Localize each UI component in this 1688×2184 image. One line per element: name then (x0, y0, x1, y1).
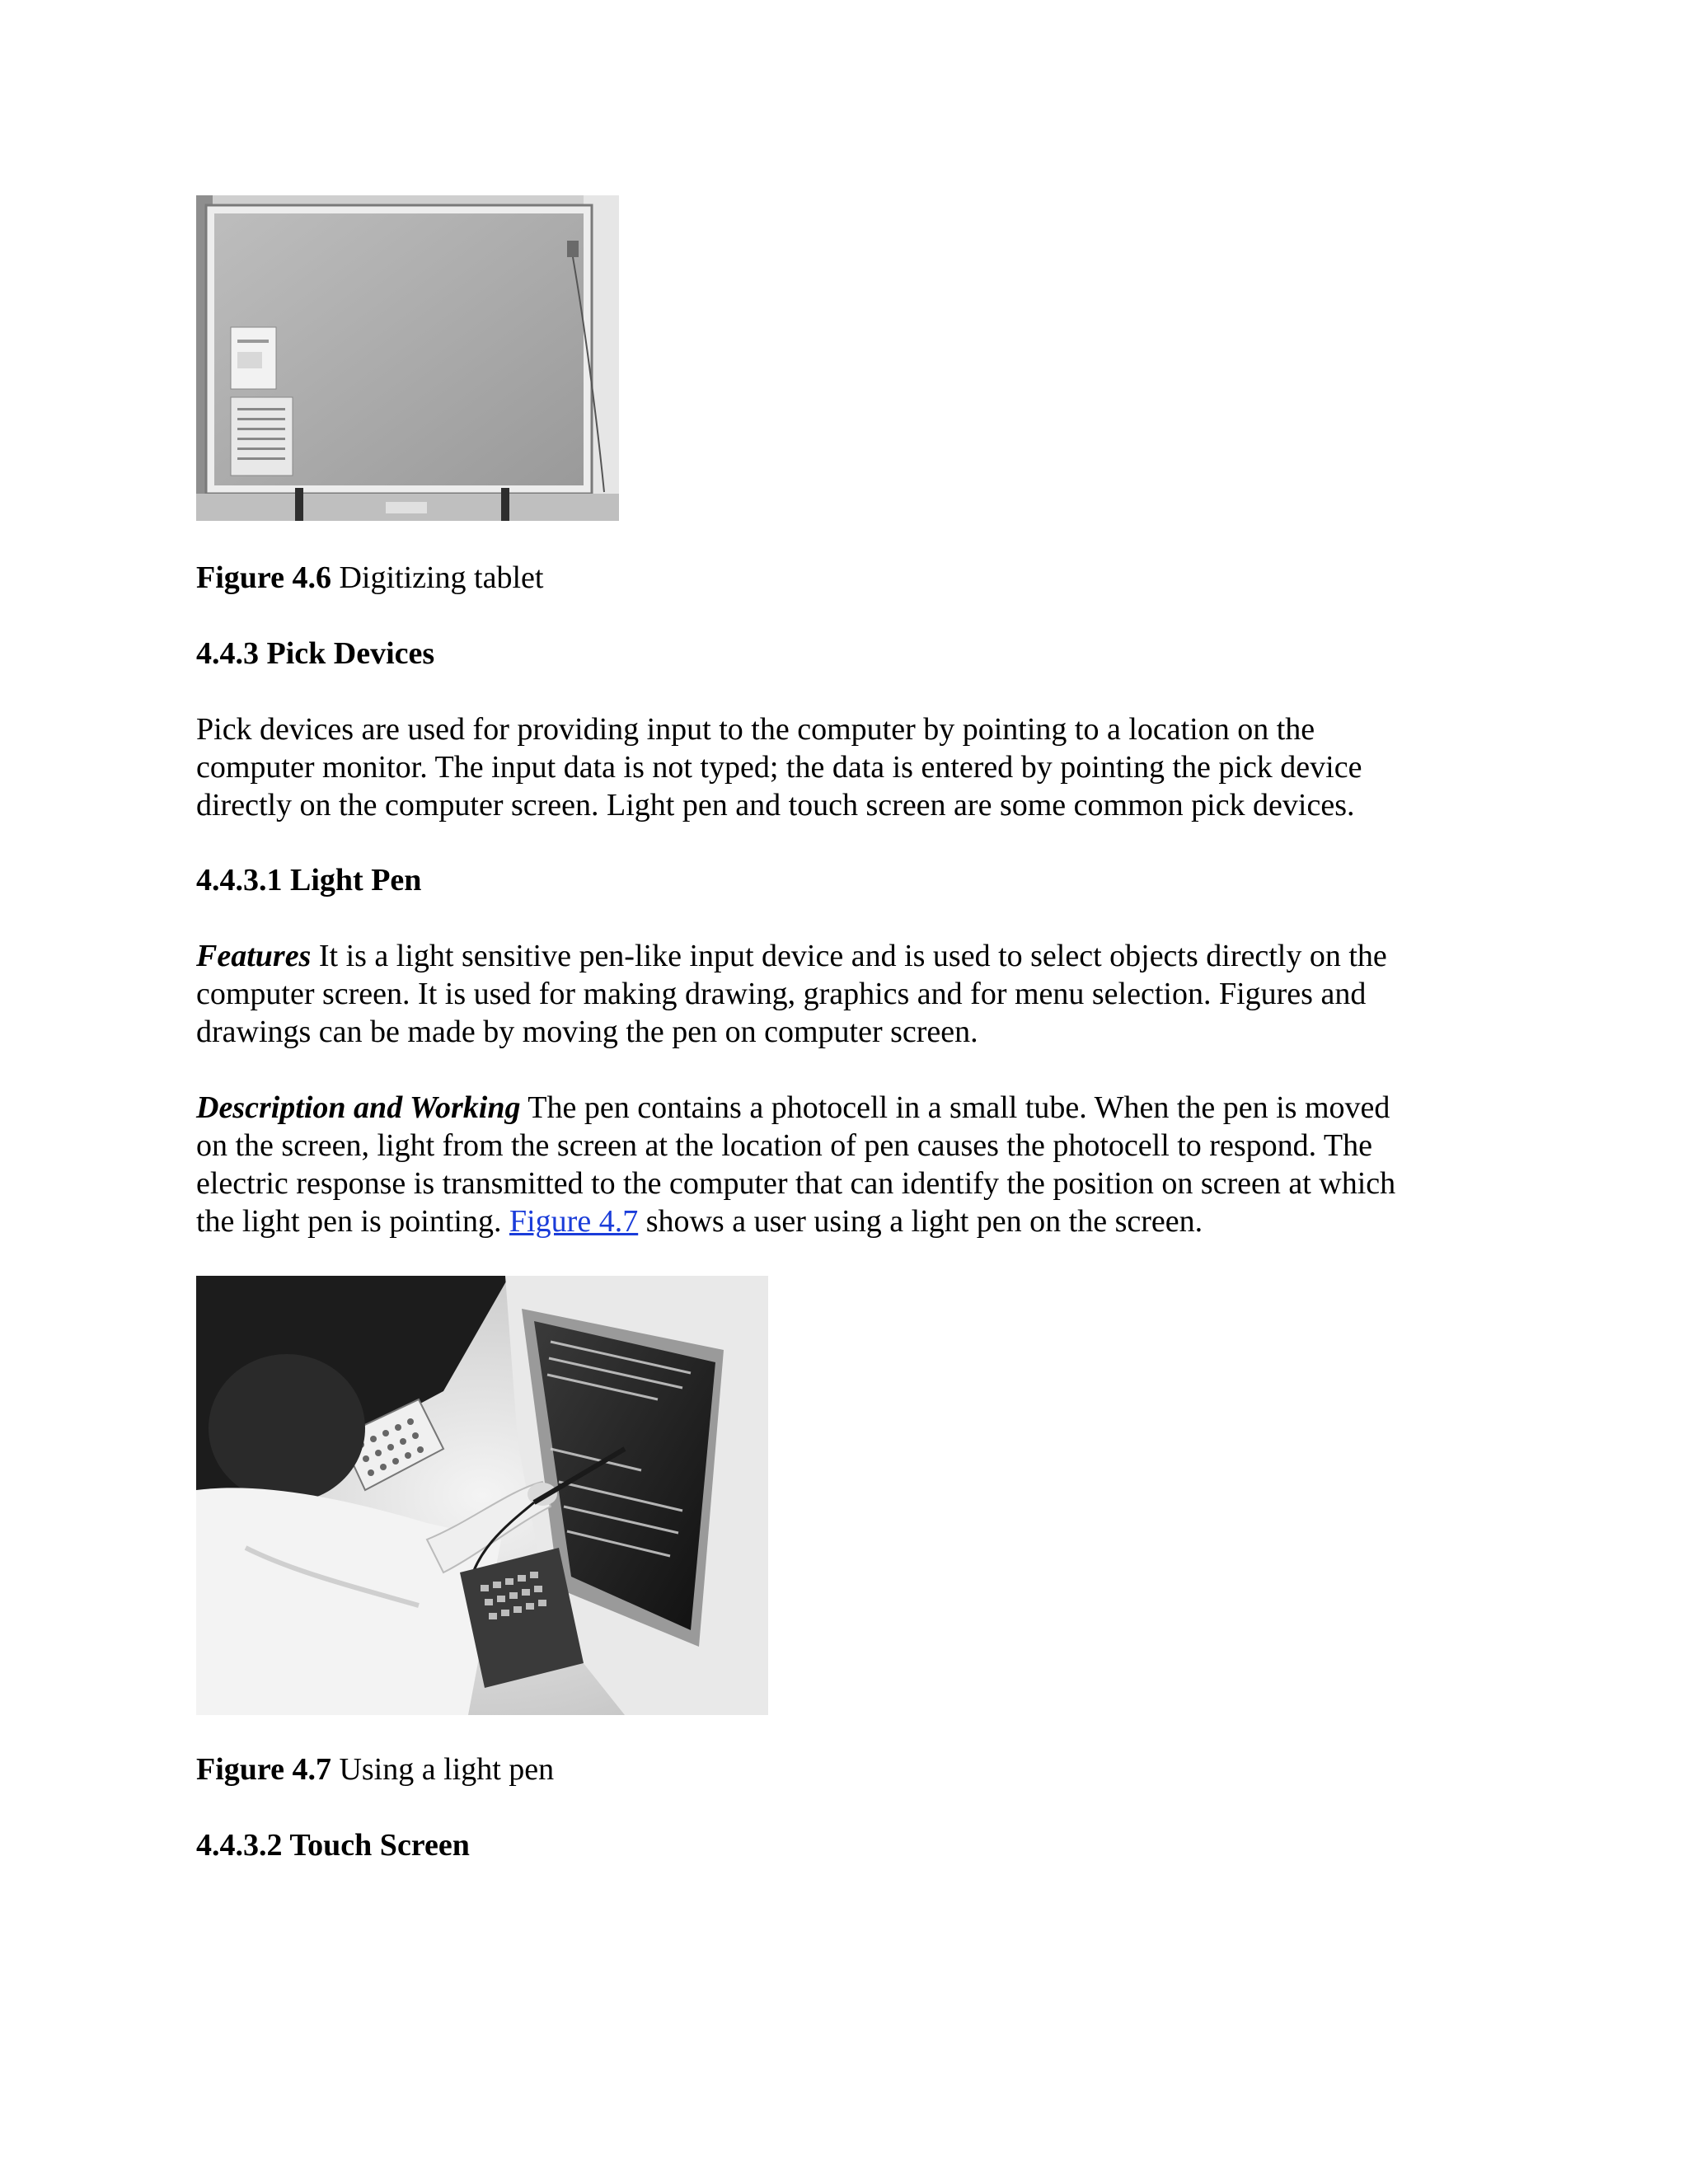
figure-caption (196, 559, 543, 597)
light-pen-image (196, 1276, 768, 1715)
figure-4-7-link[interactable]: Figure 4.7 (509, 1204, 639, 1239)
text-run: It is a light sensitive pen-like input device and is used to select objects directly on the (311, 939, 1387, 973)
features-paragraph (196, 937, 1548, 1051)
figure-label: Figure 4.7 (196, 1752, 331, 1787)
text-line: computer monitor. The input data is not typed; the data is entered by pointing the pick device (196, 750, 1362, 785)
figure-label: Figure 4.6 (196, 560, 331, 595)
text-run: shows a user using a light pen on the screen. (638, 1204, 1203, 1239)
description-label: Description and Working (196, 1090, 521, 1125)
figure-caption-text: Digitizing tablet (331, 560, 544, 595)
digitizing-tablet-image (196, 195, 619, 521)
figure-caption (196, 1750, 554, 1788)
description-paragraph (196, 1089, 1548, 1240)
text-line (196, 1089, 1548, 1127)
text-line (196, 937, 1548, 975)
paragraph (196, 710, 1548, 824)
text-line: on the screen, light from the screen at the location of pen causes the photocell to respond. The (196, 1128, 1373, 1163)
text-line: directly on the computer screen. Light pen and touch screen are some common pick devices. (196, 788, 1355, 823)
text-line: electric response is transmitted to the computer that can identify the position on screen at which (196, 1166, 1396, 1201)
text-run: The pen contains a photocell in a small tube. When the pen is moved (520, 1090, 1390, 1125)
text-line: Pick devices are used for providing input to the computer by pointing to a location on the (196, 712, 1315, 747)
features-label: Features (196, 939, 312, 973)
text-run: the light pen is pointing. (196, 1204, 509, 1239)
subsection-heading: 4.4.3.2 Touch Screen (196, 1828, 470, 1863)
text-line: drawings can be made by moving the pen on computer screen. (196, 1015, 978, 1049)
text-line: computer screen. It is used for making drawing, graphics and for menu selection. Figures and (196, 977, 1367, 1011)
text-line (196, 1202, 1548, 1240)
subsection-heading: 4.4.3.1 Light Pen (196, 863, 422, 898)
section-heading: 4.4.3 Pick Devices (196, 636, 435, 671)
figure-caption-text: Using a light pen (331, 1752, 555, 1787)
